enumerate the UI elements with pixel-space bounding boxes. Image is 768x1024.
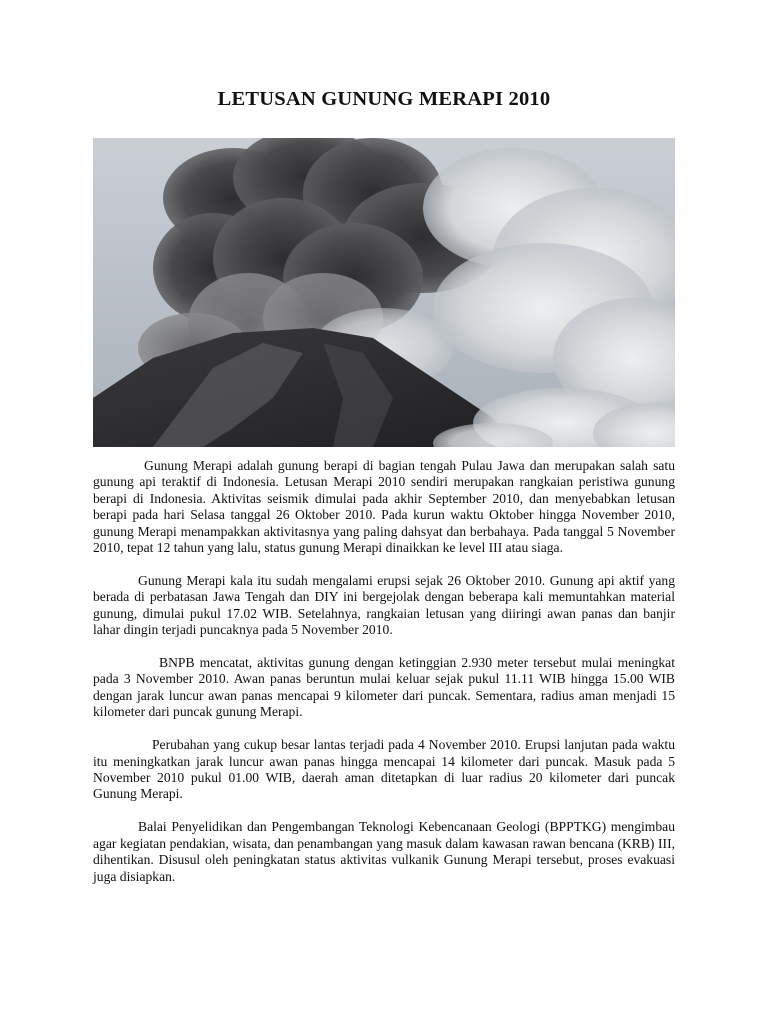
paragraph-1: Gunung Merapi adalah gunung berapi di bagian tengah Pulau Jawa dan merupakan salah satu gunung api teraktif di Indonesia. Letusan Merapi 2010 sendiri merupakan rangkaian peristiwa gunung berapi di Indonesia. Aktivitas seismik dimulai pada akhir September 2010, dan menyebabkan letusan berapi pada hari Selasa tanggal 26 Oktober 2010. Pada kurun waktu Oktober hingga November 2010, gunung Merapi menampakkan aktivitasnya yang paling dahsyat dan berbahaya. Pada tanggal 5 November 2010, tepat 12 tahun yang lalu, status gunung Merapi dinaikkan ke level III atau siaga. (93, 458, 675, 556)
eruption-illustration (93, 138, 675, 447)
paragraph-3: BNPB mencatat, aktivitas gunung dengan ketinggian 2.930 meter tersebut mulai meningkat pada 3 November 2010. Awan panas beruntun mulai keluar sejak pukul 11.11 WIB hingga 15.00 WIB dengan jarak luncur awan panas mencapai 9 kilometer dari puncak. Sementara, radius aman menjadi 15 kilometer dari puncak gunung Merapi. (93, 655, 675, 720)
page-title: LETUSAN GUNUNG MERAPI 2010 (217, 88, 551, 110)
paragraph-2: Gunung Merapi kala itu sudah mengalami erupsi sejak 26 Oktober 2010. Gunung api aktif yang berada di perbatasan Jawa Tengah dan DIY ini bergejolak dengan beberapa kali memuntahkan material gunung, dimulai pukul 17.02 WIB. Setelahnya, rangkaian letusan yang diiringi awan panas dan banjir lahar dingin terjadi puncaknya pada 5 November 2010. (93, 572, 675, 638)
paragraph-4: Perubahan yang cukup besar lantas terjadi pada 4 November 2010. Erupsi lanjutan pada waktu itu meningkatkan jarak luncur awan panas hingga mencapai 14 kilometer dari puncak. Masuk pada 5 November 2010 pukul 01.00 WIB, daerah aman ditetapkan di luar radius 20 kilometer dari puncak Gunung Merapi. (93, 737, 675, 802)
article-body (93, 458, 675, 901)
eruption-photo (93, 138, 675, 447)
paragraph-5: Balai Penyelidikan dan Pengembangan Teknologi Kebencanaan Geologi (BPPTKG) mengimbau agar kegiatan pendakian, wisata, dan penambangan yang masuk dalam kawasan rawan bencana (KRB) III, dihentikan. Disusul oleh peningkatan status aktivitas vulkanik Gunung Merapi tersebut, proses evakuasi juga disiapkan. (93, 819, 675, 884)
